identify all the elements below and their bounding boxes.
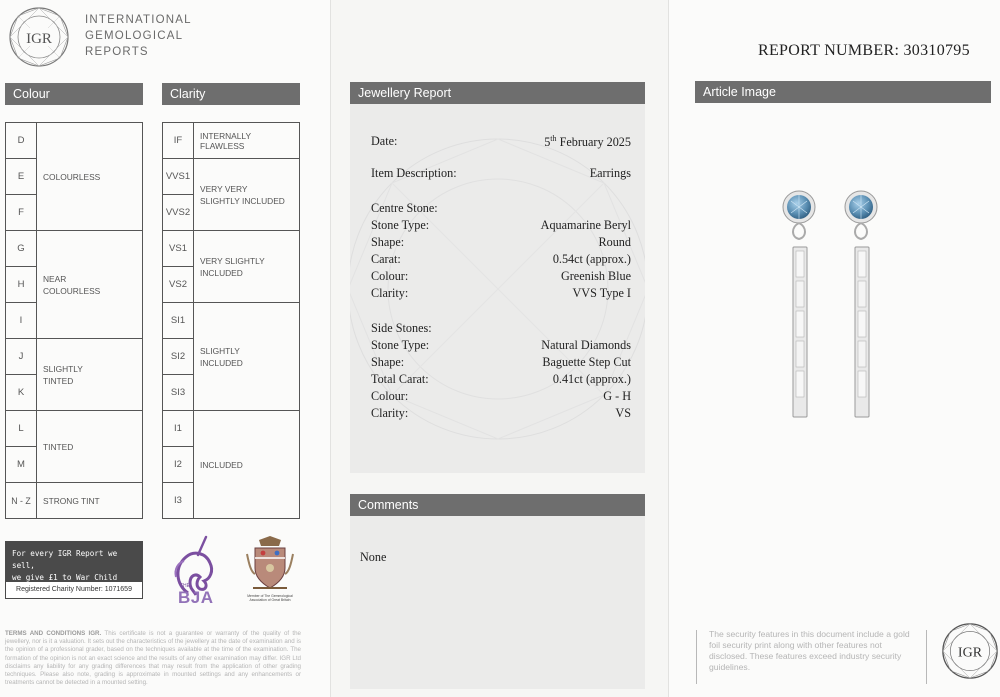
clarity-description: SLIGHTLY INCLUDED [194,303,300,411]
centre-stone-heading: Centre Stone: [371,201,438,215]
comments-text: None [360,550,387,564]
clarity-grade: I2 [163,447,194,483]
grading-panel [0,0,330,697]
jewellery-report-box [350,104,645,473]
centre-stone-label: Carat: [371,252,401,266]
charity-message [6,542,142,582]
clarity-grade: VVS2 [163,195,194,231]
centre-stone-row [371,269,631,286]
side-stone-row [371,338,631,355]
article-image-header: Article Image [695,81,991,103]
article-panel [668,0,1000,697]
side-stone-value: Baguette Step Cut [542,355,631,369]
side-stone-label: Shape: [371,355,405,369]
colour-description: SLIGHTLY TINTED [37,339,143,411]
right-earring [845,191,877,417]
clarity-grade: SI2 [163,339,194,375]
company-name-line-1: INTERNATIONAL [85,14,192,26]
centre-stone-value: 0.54ct (approx.) [552,252,631,266]
clarity-description: VERY VERY SLIGHTLY INCLUDED [194,159,300,231]
company-name-line-3: REPORTS [85,46,149,58]
igr-seal-logo [941,622,999,680]
side-stone-row [371,372,631,389]
charity-number: Registered Charity Number: 1071659 [16,586,132,593]
clarity-grade: I1 [163,411,194,447]
side-stone-value: G - H [603,389,631,403]
clarity-grade: VVS1 [163,159,194,195]
clarity-grade: I3 [163,483,194,519]
clarity-description: VERY SLIGHTLY INCLUDED [194,231,300,303]
centre-stone-row [371,218,631,235]
colour-grade: E [6,159,37,195]
colour-table [5,122,143,519]
bja-text: BJA [178,588,214,607]
svg-text:IGR: IGR [957,644,983,661]
centre-stone-row [371,235,631,252]
centre-stone-label: Stone Type: [371,218,430,232]
colour-grade: K [6,375,37,411]
security-text: The security features in this document include a gold foil security print along with other features not disclosed. These features exceed industry security guidelines. [709,629,910,672]
item-description-value: Earrings [589,166,631,180]
security-divider-right [926,630,927,684]
date-label: Date: [371,134,398,148]
colour-header: Colour [5,83,143,105]
side-stone-value: VS [615,406,631,420]
bja-unicorn-logo [166,533,232,609]
colour-grade: N - Z [6,483,37,519]
svg-text:IGR: IGR [26,31,52,47]
jewellery-report-header: Jewellery Report [350,82,645,104]
colour-description: COLOURLESS [37,123,143,231]
date-value: 5th February 2025 [544,134,631,150]
colour-description: STRONG TINT [37,483,143,519]
clarity-header: Clarity [162,83,300,105]
charity-line-1: For every IGR Report we sell, [12,549,118,570]
colour-grade: H [6,267,37,303]
clarity-description: INCLUDED [194,411,300,519]
bja-small-text: THE [180,583,190,589]
centre-stone-row [371,286,631,303]
centre-stone-value: Round [598,235,631,249]
colour-description: TINTED [37,411,143,483]
left-earring [783,191,815,417]
colour-grade: M [6,447,37,483]
terms-body: This certificate is not a guarantee or warranty of the quality of the jewellery, nor is it a valuation. It sets out the characteristics of the jewellery at the date of examination and is the opinion of a professional grader, based on the techniques available at the time of the examination. The formation of the opinion is not an exact science and the results of any other examination may differ. IGR Ltd disclaims any liability for any grading differences that may result from the application of other grading techniques. Please also note, grading is approximate in mounted settings and any enhancements or treatments cannot be detected in a mounted setting. [5,630,301,687]
colour-grade: D [6,123,37,159]
comments-box [350,516,645,689]
clarity-table [162,122,300,519]
item-description-row [371,166,631,183]
report-panel [330,0,668,697]
clarity-grade: VS1 [163,231,194,267]
clarity-description: INTERNALLY FLAWLESS [194,123,300,159]
side-stone-label: Colour: [371,389,409,403]
centre-stone-value: Aquamarine Beryl [540,218,631,232]
charity-box [5,541,143,599]
side-stone-row [371,355,631,372]
report-number: REPORT NUMBER: 30310795 [758,42,970,59]
side-stone-value: Natural Diamonds [541,338,631,352]
centre-stone-heading-row [371,201,631,218]
clarity-grade: SI3 [163,375,194,411]
side-stone-value: 0.41ct (approx.) [552,372,631,386]
date-row [371,134,631,151]
company-name [85,12,192,60]
side-stone-label: Total Carat: [371,372,429,386]
side-stones-heading: Side Stones: [371,321,432,335]
side-stone-row [371,389,631,406]
side-stones-heading-row [371,321,631,338]
clarity-grade: SI1 [163,303,194,339]
clarity-grade: IF [163,123,194,159]
centre-stone-value: VVS Type I [572,286,631,300]
colour-grade: F [6,195,37,231]
gem-a-crest-logo [245,534,295,614]
terms-heading: TERMS AND CONDITIONS IGR. [5,630,102,637]
igr-logo [8,6,70,68]
earrings-image [769,185,899,420]
side-stone-label: Clarity: [371,406,409,420]
company-name-line-2: GEMOLOGICAL [85,30,184,42]
colour-grade: I [6,303,37,339]
side-stone-label: Stone Type: [371,338,430,352]
charity-line-2: we give £1 to War Child [12,573,118,582]
centre-stone-label: Colour: [371,269,409,283]
terms-and-conditions [5,630,301,687]
clarity-grade: VS2 [163,267,194,303]
side-stone-row [371,406,631,423]
gem-a-caption: Member of The Gemmological Association of Great Britain [247,594,293,603]
security-divider-left [696,630,697,684]
colour-description: NEAR COLOURLESS [37,231,143,339]
centre-stone-value: Greenish Blue [560,269,631,283]
centre-stone-label: Clarity: [371,286,409,300]
centre-stone-row [371,252,631,269]
colour-grade: J [6,339,37,375]
colour-grade: G [6,231,37,267]
colour-grade: L [6,411,37,447]
comments-header: Comments [350,494,645,516]
item-description-label: Item Description: [371,166,457,180]
centre-stone-label: Shape: [371,235,405,249]
